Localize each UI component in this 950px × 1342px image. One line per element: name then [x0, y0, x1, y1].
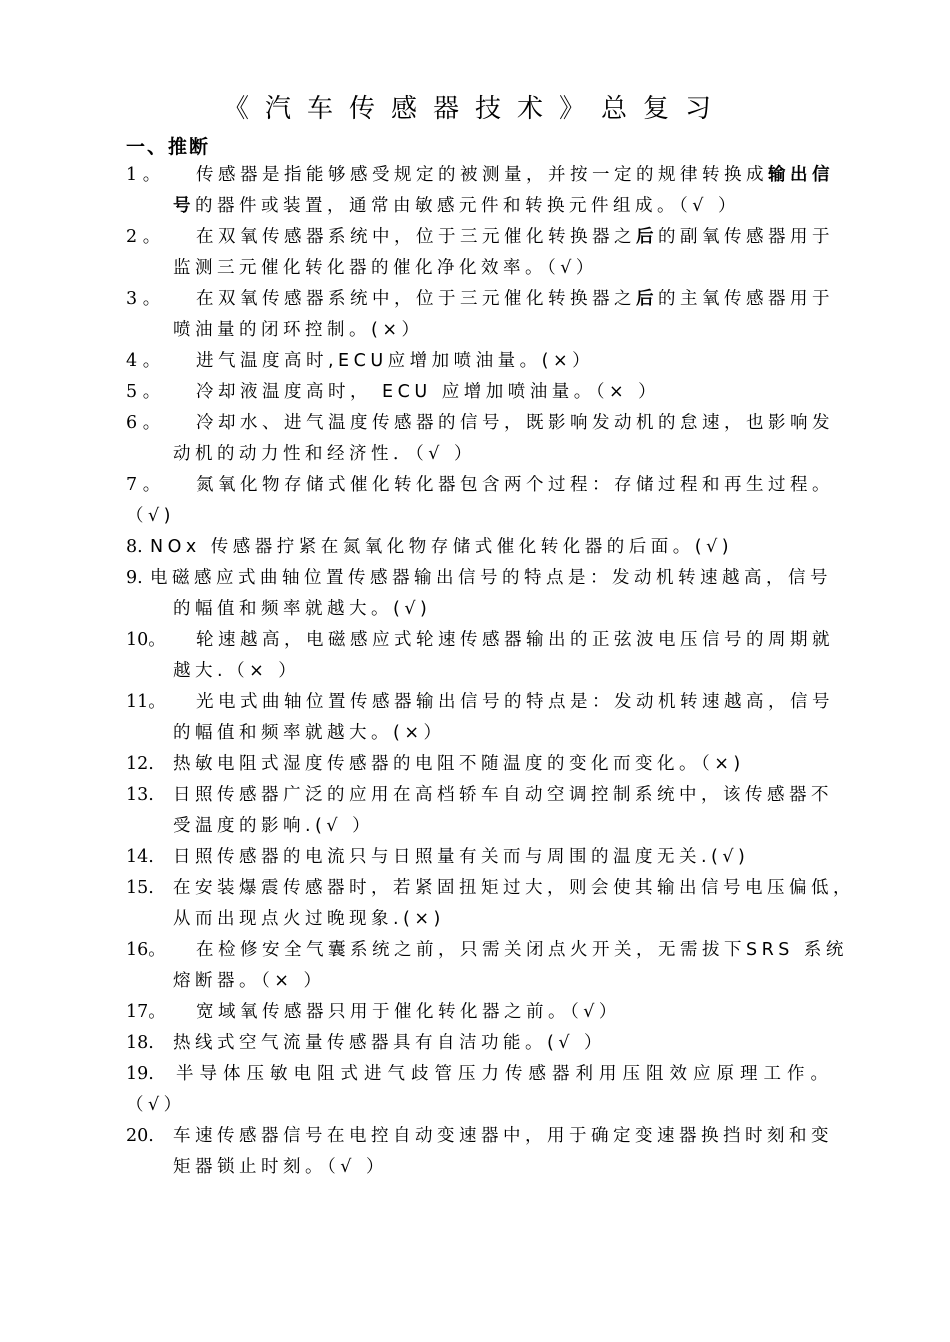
- item-text-line: 传感器是指能够感受规定的被测量，并按一定的规律转换成输出信: [196, 165, 834, 185]
- item-text-line: （√): [126, 506, 175, 526]
- item-number: 20.: [126, 1126, 154, 1146]
- item-number: 14.: [126, 847, 154, 867]
- item-number: 16。: [126, 940, 166, 960]
- item-number: 18.: [126, 1033, 154, 1053]
- item-text-line: 热线式空气流量传感器具有自洁功能。(√ ）: [173, 1033, 607, 1053]
- item-text-line: 的幅值和频率就越大。(×）: [173, 723, 446, 743]
- item-text-line: 光电式曲轴位置传感器输出信号的特点是：发动机转速越高，信号: [196, 692, 834, 712]
- item-text-line: 半导体压敏电阻式进气歧管压力传感器利用压阻效应原理工作。: [176, 1064, 834, 1084]
- item-number: 6 。: [126, 413, 161, 433]
- item-text-line: NOx 传感器拧紧在氮氧化物存储式催化转化器的后面。(√): [150, 537, 734, 557]
- item-text-line: 在双氧传感器系统中，位于三元催化转换器之后的副氧传感器用于: [196, 227, 834, 247]
- item-text-line: 监测三元催化转化器的催化净化效率。（√）: [173, 258, 598, 278]
- item-number: 9.: [126, 568, 143, 588]
- item-text-line: 的幅值和频率就越大。(√): [173, 599, 432, 619]
- item-number: 4 。: [126, 351, 161, 371]
- item-number: 19.: [126, 1064, 154, 1084]
- item-text-line: 喷油量的闭环控制。(×）: [173, 320, 424, 340]
- item-text-line: 轮速越高，电磁感应式轮速传感器输出的正弦波电压信号的周期就: [196, 630, 834, 650]
- item-number: 5 。: [126, 382, 161, 402]
- item-number: 17。: [126, 1002, 166, 1022]
- item-number: 8.: [126, 537, 143, 557]
- item-text-line: 在检修安全气囊系统之前，只需关闭点火开关，无需拔下SRS 系统: [196, 940, 848, 960]
- item-text-line: 从而出现点火过晚现象.(×): [173, 909, 445, 929]
- item-number: 1 。: [126, 165, 161, 185]
- item-number: 15.: [126, 878, 154, 898]
- item-text-line: 在安装爆震传感器时，若紧固扭矩过大，则会使其输出信号电压偏低，: [173, 878, 855, 898]
- item-number: 10。: [126, 630, 166, 650]
- item-text-line: 冷却液温度高时， ECU 应增加喷油量。（× ）: [196, 382, 661, 402]
- item-text-line: 受温度的影响.(√ ）: [173, 816, 375, 836]
- item-text-line: 动机的动力性和经济性．（√ ）: [173, 444, 476, 464]
- page-title: 《汽车传感器技术》总复习: [222, 94, 727, 124]
- item-text-line: 日照传感器的电流只与日照量有关而与周围的温度无关.(√): [173, 847, 750, 867]
- item-text-line: 熔断器。（× ）: [173, 971, 326, 991]
- item-text-line: 氮氧化物存储式催化转化器包含两个过程：存储过程和再生过程。: [196, 475, 834, 495]
- item-number: 7 。: [126, 475, 161, 495]
- item-number: 2 。: [126, 227, 161, 247]
- item-text-line: 在双氧传感器系统中，位于三元催化转换器之后的主氧传感器用于: [196, 289, 834, 309]
- item-text-line: 车速传感器信号在电控自动变速器中，用于确定变速器换挡时刻和变: [173, 1126, 833, 1146]
- item-text-line: 日照传感器广泛的应用在高档轿车自动空调控制系统中，该传感器不: [173, 785, 833, 805]
- item-number: 12.: [126, 754, 154, 774]
- item-text-line: 进气温度高时,ECU应增加喷油量。(×）: [196, 351, 595, 371]
- item-text-line: 电磁感应式曲轴位置传感器输出信号的特点是：发动机转速越高，信号: [150, 568, 832, 588]
- item-number: 13.: [126, 785, 154, 805]
- item-text-line: 越大.（× ）: [173, 661, 301, 681]
- item-text-line: 冷却水、进气温度传感器的信号，既影响发动机的怠速，也影响发: [196, 413, 834, 433]
- item-number: 3 。: [126, 289, 161, 309]
- item-text-line: 矩器锁止时刻。（√ ）: [173, 1157, 388, 1177]
- item-text-line: 宽域氧传感器只用于催化转化器之前。（√）: [196, 1002, 621, 1022]
- item-number: 11。: [126, 692, 166, 712]
- item-text-line: （√）: [126, 1095, 186, 1115]
- section-heading: 一、推断: [126, 136, 211, 158]
- item-text-line: 号的器件或装置，通常由敏感元件和转换元件组成。（√ ）: [173, 196, 740, 216]
- item-text-line: 热敏电阻式湿度传感器的电阻不随温度的变化而变化。（×): [173, 754, 745, 774]
